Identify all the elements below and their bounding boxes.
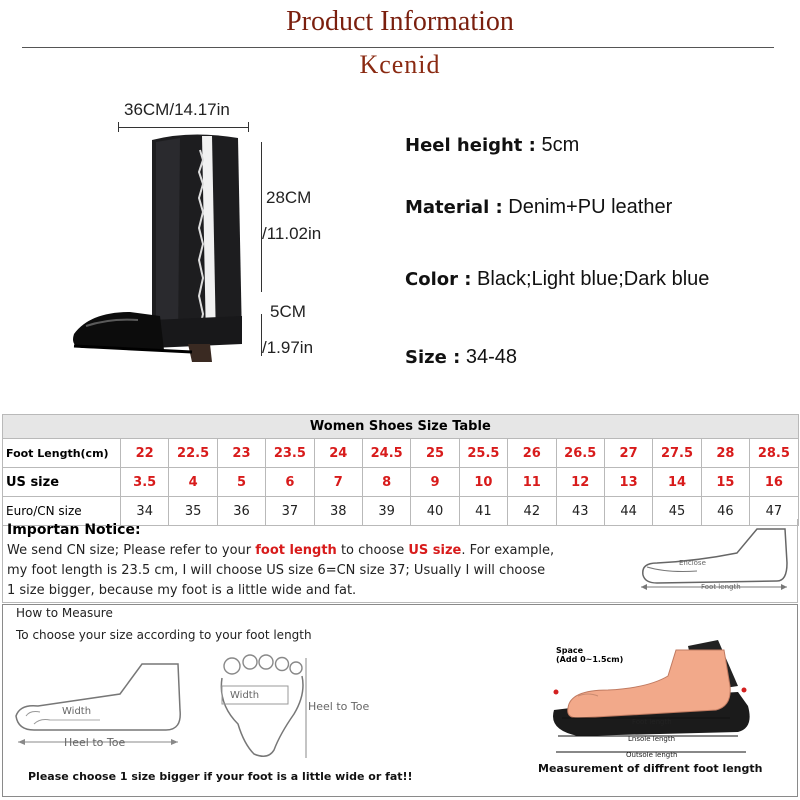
- row-label: Foot Length(cm): [3, 439, 121, 468]
- brand-name: Kcenid: [359, 50, 441, 79]
- table-cell: 8: [362, 468, 410, 497]
- table-cell: 36: [217, 497, 265, 526]
- table-cell: 10: [459, 468, 507, 497]
- table-cell: 25.5: [459, 439, 507, 468]
- boot-toe: [73, 312, 164, 350]
- outsole-length-label: Outsole length: [626, 751, 678, 759]
- spec-key: Size :: [405, 347, 461, 368]
- table-cell: 7: [314, 468, 362, 497]
- shaft-in-label: /11.02in: [262, 224, 322, 243]
- table-cell: 44: [604, 497, 652, 526]
- table-cell: 13: [604, 468, 652, 497]
- size-table: [2, 414, 799, 526]
- table-cell: 28.5: [750, 439, 799, 468]
- spec-value: 5cm: [541, 134, 580, 156]
- table-cell: 27.5: [653, 439, 701, 468]
- width-label-side: Width: [62, 706, 92, 717]
- title-divider: [22, 47, 774, 48]
- us-size-highlight: US size: [408, 543, 462, 558]
- page-title: Product Information: [286, 6, 514, 37]
- heel-to-toe-label-side: Heel to Toe: [64, 736, 126, 749]
- width-line: [118, 127, 248, 128]
- notice-title-a: Importan: [7, 522, 80, 538]
- table-cell: 27: [604, 439, 652, 468]
- notice-text: [7, 541, 647, 601]
- table-cell: 3.5: [121, 468, 169, 497]
- table-cell: 40: [411, 497, 459, 526]
- size-table-title: Women Shoes Size Table: [3, 415, 799, 439]
- table-cell: 23: [217, 439, 265, 468]
- table-cell: 11: [508, 468, 556, 497]
- width-label: 36CM/14.17in: [124, 100, 230, 119]
- table-cell: 6: [266, 468, 314, 497]
- table-cell: 4: [169, 468, 217, 497]
- table-cell: 46: [701, 497, 749, 526]
- table-cell: 22: [121, 439, 169, 468]
- enclose-label: Enclose: [679, 559, 706, 567]
- table-cell: 43: [556, 497, 604, 526]
- heel-cm-label: 5CM: [270, 302, 306, 321]
- table-cell: 25: [411, 439, 459, 468]
- table-cell: 24.5: [362, 439, 410, 468]
- table-cell: 24: [314, 439, 362, 468]
- table-cell: 23.5: [266, 439, 314, 468]
- table-cell: 39: [362, 497, 410, 526]
- table-cell: 42: [508, 497, 556, 526]
- measure-footer-note: Please choose 1 size bigger if your foot is a little wide or fat!!: [28, 770, 413, 783]
- text-span: We send CN size; Please refer to your: [7, 543, 256, 558]
- spec-value: 34-48: [465, 346, 518, 368]
- table-cell: 28: [701, 439, 749, 468]
- notice-title: [7, 522, 141, 538]
- table-cell: 14: [653, 468, 701, 497]
- notice-line-1: [7, 541, 647, 561]
- table-cell: 45: [653, 497, 701, 526]
- table-cell: 37: [266, 497, 314, 526]
- boot-shaft-shade: [156, 138, 180, 342]
- boot-image: [60, 120, 260, 370]
- spec-key: Material :: [405, 197, 503, 218]
- table-cell: 35: [169, 497, 217, 526]
- table-row-us-size: [3, 468, 799, 497]
- notice-line-2: my foot length is 23.5 cm, I will choose US size 6=CN size 37; Usually I will choose: [7, 563, 546, 578]
- measure-title: How to Measure: [16, 606, 113, 620]
- foot-length-measure-label: Foot length: [632, 718, 672, 726]
- table-cell: 15: [701, 468, 749, 497]
- text-span: to choose: [336, 543, 409, 558]
- table-cell: 16: [750, 468, 799, 497]
- shaft-line: [261, 142, 262, 292]
- table-cell: 26.5: [556, 439, 604, 468]
- insole-length-label: Lnsole length: [628, 735, 676, 743]
- spec-value: Black;Light blue;Dark blue: [477, 268, 710, 290]
- table-cell: 34: [121, 497, 169, 526]
- spec-color: [405, 268, 709, 291]
- table-cell: 47: [750, 497, 799, 526]
- text-span: . For example,: [461, 543, 555, 558]
- spec-size: [405, 346, 517, 369]
- table-cell: 12: [556, 468, 604, 497]
- table-cell: 41: [459, 497, 507, 526]
- spec-material: [405, 196, 672, 219]
- heel-in-label: /1.97in: [262, 338, 314, 357]
- shaft-cm-label: 28CM: [266, 188, 312, 207]
- row-label: Euro/CN size: [3, 497, 121, 526]
- spec-heel-height: [405, 134, 579, 157]
- table-cell: 5: [217, 468, 265, 497]
- table-cell: 26: [508, 439, 556, 468]
- notice-box: [2, 519, 798, 603]
- space-add-label: (Add 0~1.5cm): [556, 655, 624, 664]
- table-row-foot-length: [3, 439, 799, 468]
- measurement-caption: Measurement of diffrent foot length: [538, 762, 763, 775]
- table-cell: 38: [314, 497, 362, 526]
- table-cell: 22.5: [169, 439, 217, 468]
- notice-title-b: Notice:: [79, 522, 141, 538]
- measure-subtitle: To choose your size according to your foot length: [16, 628, 312, 642]
- row-label: US size: [3, 468, 121, 497]
- spec-value: Denim+PU leather: [508, 196, 673, 218]
- notice-line-3: 1 size bigger, because my foot is a little wide and fat.: [7, 583, 357, 598]
- width-label-top: Width: [230, 690, 260, 701]
- spec-key: Color :: [405, 269, 472, 290]
- foot-length-label: Foot length: [701, 583, 741, 591]
- foot-length-highlight: foot length: [255, 543, 337, 558]
- heel-to-toe-label-top: Heel to Toe: [308, 700, 370, 713]
- space-label: Space: [556, 646, 584, 655]
- spec-key: Heel height :: [405, 135, 536, 156]
- table-cell: 9: [411, 468, 459, 497]
